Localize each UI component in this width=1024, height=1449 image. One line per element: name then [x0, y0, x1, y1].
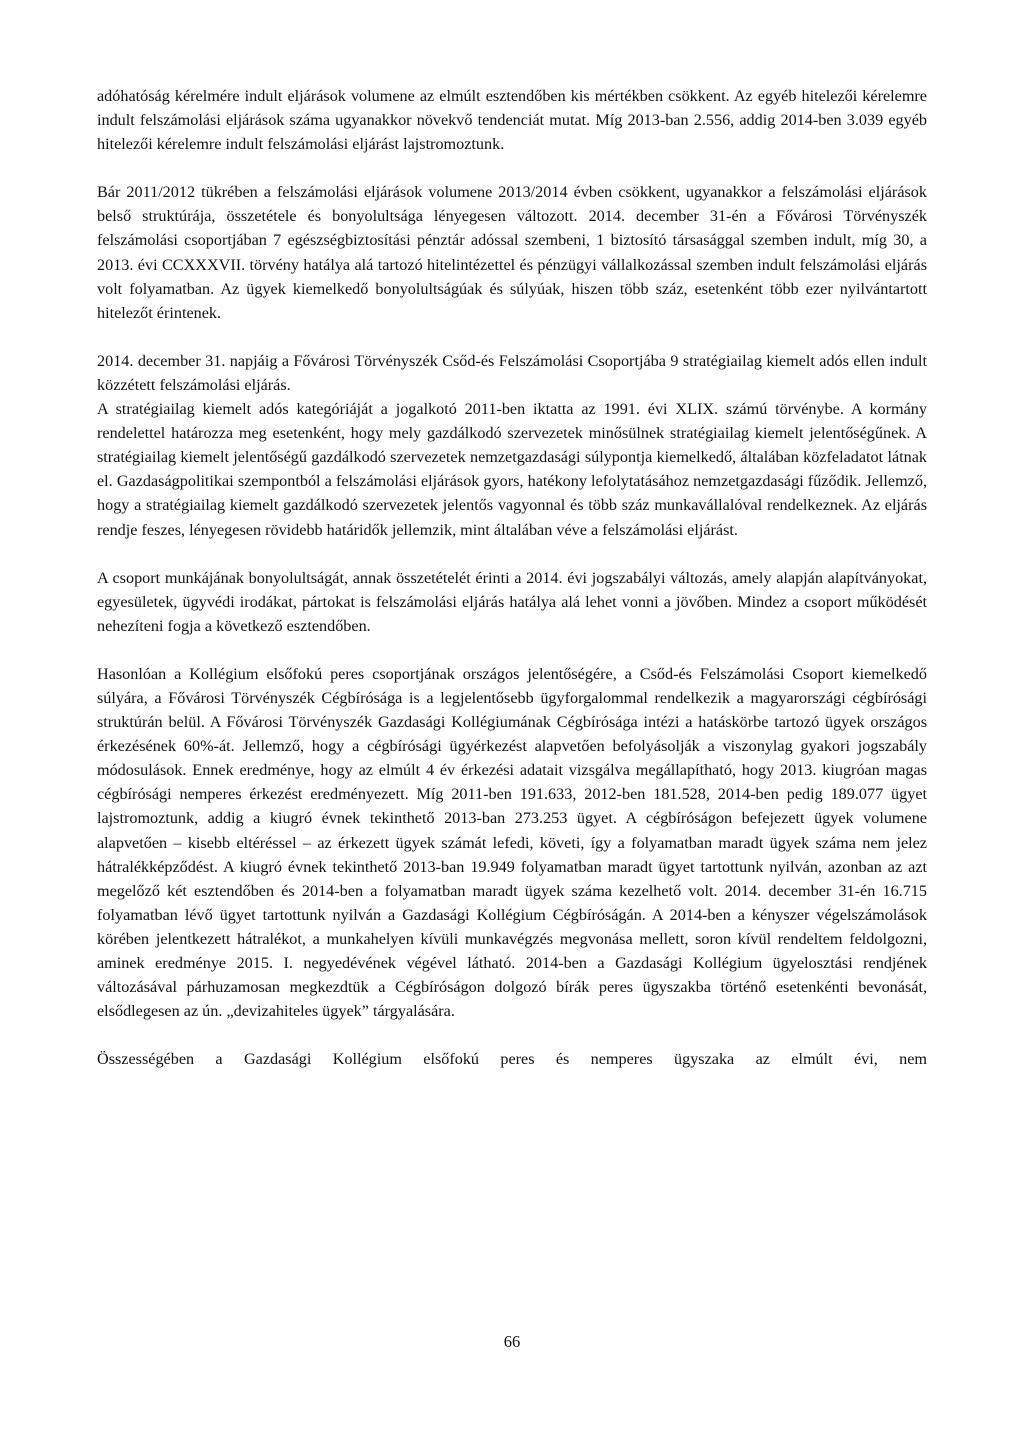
page-number: 66	[503, 1332, 521, 1351]
paragraph-gap	[97, 638, 927, 662]
paragraph-gap	[97, 156, 927, 180]
document-body	[97, 84, 927, 1071]
paragraph-group-complexity: A csoport munkájának bonyolultságát, annak összetételét érinti a 2014. évi jogszabályi változás, amely alapján alapítványokat, egyesületek, ügyvédi irodákat, pártokat is felszámolási eljárás hatálya alá lehet vonni a jövőben. Mindez a csoport működését nehezíteni fogja a következő esztendőben.	[97, 568, 927, 635]
paragraph-gap	[97, 325, 927, 349]
paragraph-gap	[97, 1023, 927, 1047]
paragraph-strategic-debtors-count: 2014. december 31. napjáig a Fővárosi Törvényszék Csőd-és Felszámolási Csoportjába 9 stratégiailag kiemelt adós ellen indult közzétett felszámolási eljárás.	[97, 351, 927, 394]
paragraph-strategic-debtors-category: A stratégiailag kiemelt adós kategóriáját a jogalkotó 2011-ben iktatta az 1991. évi XLIX. számú törvénybe. A kormány rendelettel határozza meg esetenként, hogy mely gazdálkodó szervezetek minősülnek stratégiailag kiemelt jelentőségűnek. A stratégiailag kiemelt jelentőségű gazdálkodó szervezetek nemzetgazdasági súlypontja kiemelkedő, általában közfeladatot látnak el. Gazdaságpolitikai szempontból a felszámolási eljárások gyors, hatékony lefolytatásához nemzetgazdasági fűződik. Jellemző, hogy a stratégiailag kiemelt gazdálkodó szervezetek jelentős vagyonnal és több száz munkavállalóval rendelkeznek. Az eljárás rendje feszes, lényegesen rövidebb határidők jellemzik, mint általában véve a felszámolási eljárást.	[97, 400, 927, 539]
paragraph-liquidation-structure: Bár 2011/2012 tükrében a felszámolási eljárások volumene 2013/2014 évben csökkent, ugyanakkor a felszámolási eljárások belső struktúrája, összetétele és bonyolultsága lényegesen változott. 2014. december 31-én a Fővárosi Törvényszék felszámolási csoportjában 7 egészségbiztosítási pénztár adóssal szembeni, 1 biztosító társasággal szemben indult, míg 30, a 2013. évi CCXXXVII. törvény hatálya alá tartozó hitelintézettel és pénzügyi vállalkozással szemben indult felszámolási eljárás volt folyamatban. Az ügyek kiemelkedő bonyolultságúak és súlyúak, hiszen több száz, esetenként több ezer nyilvántartott hitelezőt érintenek.	[97, 183, 927, 322]
paragraph-summary: Összességében a Gazdasági Kollégium elsőfokú peres és nemperes ügyszaka az elmúlt évi, nem	[97, 1050, 927, 1069]
paragraph-gap	[97, 542, 927, 566]
paragraph-liquidation-volume: adóhatóság kérelmére indult eljárások volumene az elmúlt esztendőben kis mértékben csökkent. Az egyéb hitelezői kérelemre indult felszámolási eljárások száma ugyanakkor növekvő tendenciát mutat. Míg 2013-ban 2.556, addig 2014-ben 3.039 egyéb hitelezői kérelemre indult felszámolási eljárást lajstromoztunk.	[97, 87, 927, 154]
paragraph-company-court: Hasonlóan a Kollégium elsőfokú peres csoportjának országos jelentőségére, a Csőd-és Felszámolási Csoport kiemelkedő súlyára, a Fővárosi Törvényszék Cégbírósága is a legjelentősebb ügyforgalommal rendelkezik a magyarországi cégbírósági struktúrán belül. A Fővárosi Törvényszék Gazdasági Kollégiumának Cégbírósága intézi a hatáskörbe tartozó ügyek országos érkezésének 60%-át. Jellemző, hogy a cégbírósági ügyérkezést alapvetően befolyásolják a viszonylag gyakori jogszabály módosulások. Ennek eredménye, hogy az elmúlt 4 év érkezési adatait vizsgálva megállapítható, hogy 2013. kiugróan magas cégbírósági nemperes érkezést eredményezett. Míg 2011-ben 191.633, 2012-ben 181.528, 2014-ben pedig 189.077 ügyet lajstromoztunk, addig a kiugró évnek tekinthető 2013-ban 273.253 ügyet. A cégbíróságon befejezett ügyek volumene alapvetően – kisebb eltéréssel – az érkezett ügyek számát lefedi, követi, így a folyamatban maradt ügyek száma nem jelez hátralékképződést. A kiugró évnek tekinthető 2013-ban 19.949 folyamatban maradt ügyet tartottunk nyilván, azonban az azt megelőző két esztendőben és 2014-ben a folyamatban maradt ügyek száma kezelhető volt. 2014. december 31-én 16.715 folyamatban lévő ügyet tartottunk nyilván a Gazdasági Kollégium Cégbíróságán. A 2014-ben a kényszer végelszámolások körében jelentkezett hátralékot, a munkahelyen kívüli munkavégzés megvonása mellett, soron kívül rendeltem feldolgozni, aminek eredménye 2015. I. negyedévének végével látható. 2014-ben a Gazdasági Kollégium ügyelosztási rendjének változásával párhuzamosan megkezdtük a Cégbíróságon dolgozó bírák peres ügyszakba történő esetenkénti bevonását, elsődlegesen az ún. „devizahiteles ügyek” tárgyalására.	[97, 664, 927, 1021]
